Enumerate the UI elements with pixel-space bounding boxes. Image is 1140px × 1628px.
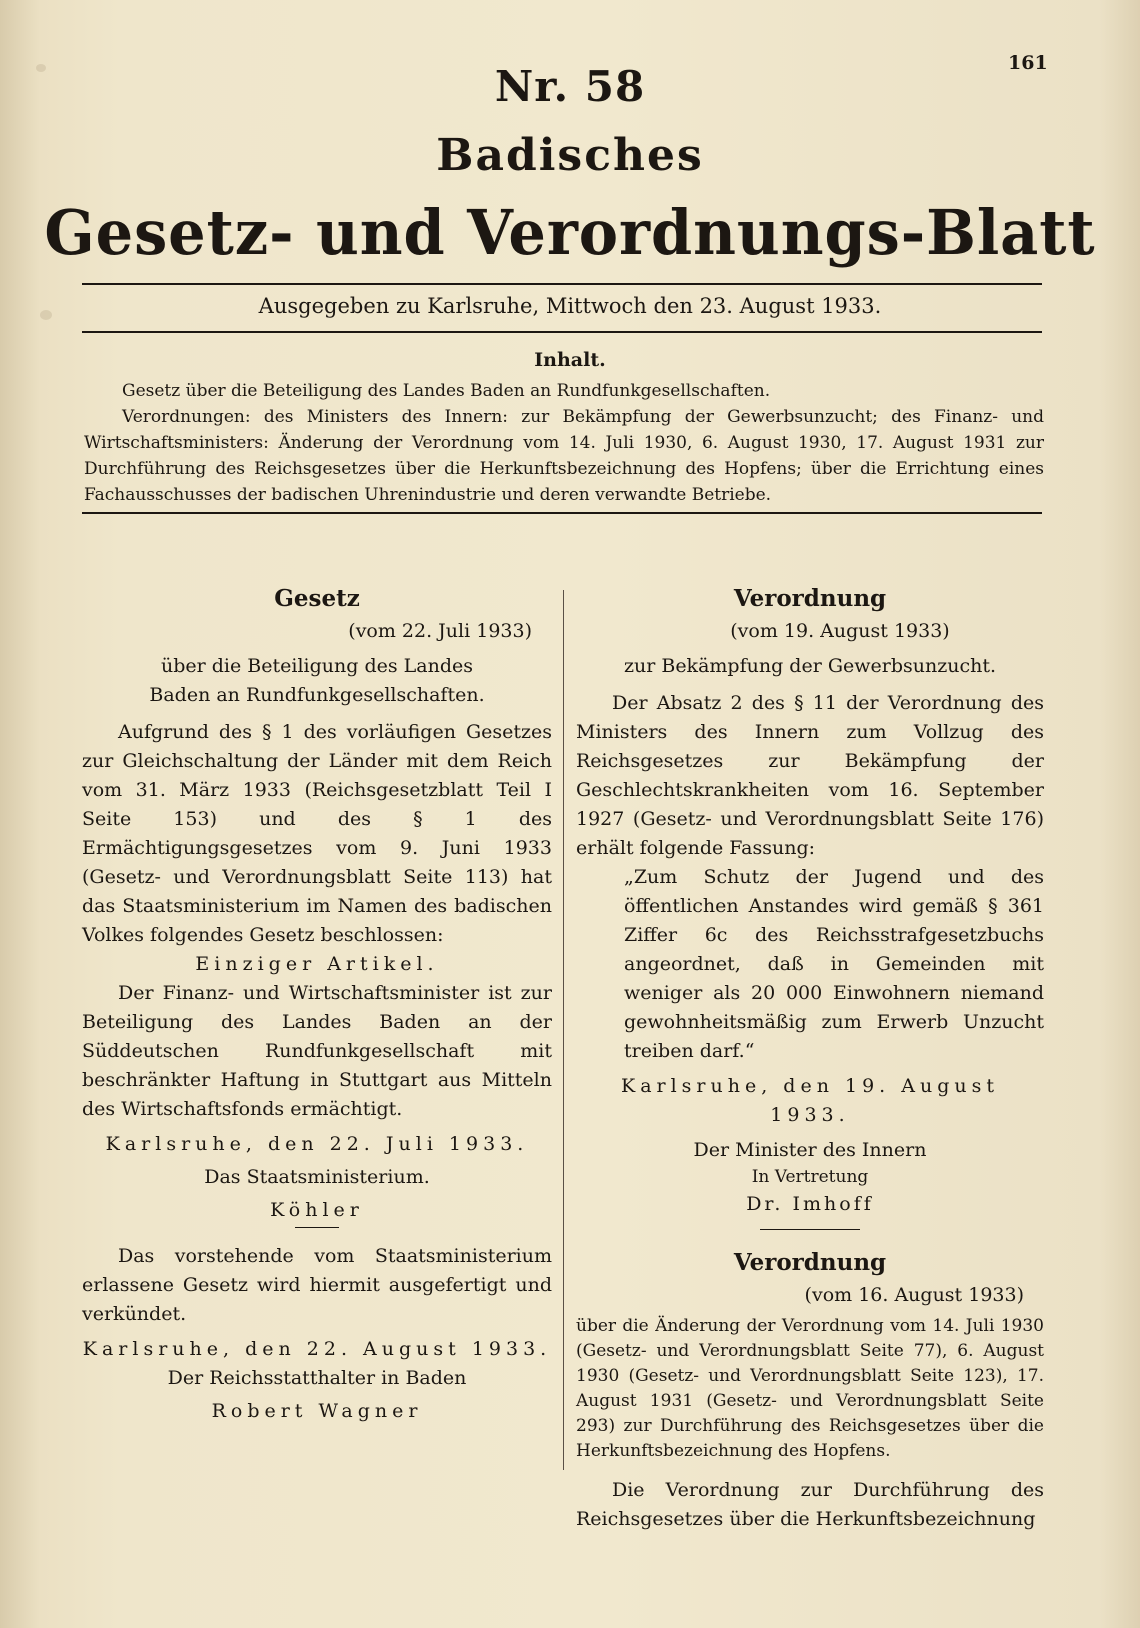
right-column: [576, 584, 1044, 1534]
page-number: 161: [1008, 52, 1048, 74]
contents-entry-ordinances: Verordnungen: des Ministers des Innern: zur Bekämpfung der Gewerbsunzucht; des Finanz- und Wirtschaftsministers: Änderung der Verordnung vom 14. Juli 1930, 6. August 1930, 17. August 1931 zur Durchführung des Reichsgesetzes über die Herkunftsbezeichnung des Hopfens; über die Errichtung eines Fachausschusses der badischen Uhrenindustrie und deren verwandte Betriebe.: [84, 407, 1044, 505]
ordinance-deputy: In Vertretung: [751, 1167, 869, 1187]
ordinance-quote: „Zum Schutz der Jugend und des öffentlichen Anstandes wird gemäß § 361 Ziffer 6c des Reichsstrafgesetzbuchs angeordnet, daß in Gemeinden mit weniger als 20 000 Einwohnern niemand gewohnheitsmäßig zum Erwerb Unzucht treiben darf.“: [624, 866, 1044, 1062]
masthead-line-1: Badisches: [436, 130, 704, 181]
ordinance-text: Der Absatz 2 des § 11 der Verordnung des Ministers des Innern zum Vollzug des Reichsgesetzes zur Bekämpfung der Geschlechtskrankheiten vom 16. September 1927 (Gesetz- und Verordnungsblatt Seite 176) erhält folgende Fassung:: [576, 692, 1044, 859]
ordinance-subject: zur Bekämpfung der Gewerbsunzucht.: [623, 655, 997, 677]
issue-date-line: Ausgegeben zu Karlsruhe, Mittwoch den 23. August 1933.: [258, 294, 882, 318]
law-article-text: Der Finanz- und Wirtschaftsminister ist zur Beteiligung des Landes Baden an der Süddeutschen Rundfunkgesellschaft mit beschränkter Haftung in Stuttgart aus Mitteln des Wirtschaftsfonds ermächtigt.: [82, 982, 552, 1120]
contents-rule: [82, 512, 1042, 514]
contents: [84, 378, 1044, 508]
masthead-line-2: Gesetz- und Verordnungs-Blatt: [44, 196, 1096, 269]
ordinance-date: (vom 19. August 1933): [730, 620, 950, 642]
law-place-date: Karlsruhe, den 22. Juli 1933.: [105, 1133, 529, 1155]
law-subject: über die Beteiligung des Landes Baden an Rundfunkgesellschaften.: [149, 655, 485, 706]
left-column: [82, 584, 552, 1426]
issue-number: Nr. 58: [494, 62, 646, 111]
top-rule: [82, 283, 1042, 285]
ordinance2-subject: über die Änderung der Verordnung vom 14. Juli 1930 (Gesetz- und Verordnungsblatt Seite 77), 6. August 1930 (Gesetz- und Verordnungsblatt Seite 123), 17. August 1931 (Gesetz- und Verordnungsblatt Seite 293) zur Durchführung des Reichsgesetzes über die Herkunftsbezeichnung des Hopfens.: [576, 1316, 1044, 1461]
column-divider: [563, 590, 564, 1470]
issue-rule: [82, 331, 1042, 333]
law-issuing-body: Das Staatsministerium.: [204, 1166, 430, 1188]
law-heading: Gesetz: [274, 585, 360, 612]
law-promulgation: Das vorstehende vom Staatsministerium erlassene Gesetz wird hiermit ausgefertigt und verkündet.: [82, 1245, 552, 1325]
signature-rule: [295, 1227, 339, 1228]
promulgation-office: Der Reichsstatthalter in Baden: [167, 1367, 467, 1389]
promulgation-place-date: Karlsruhe, den 22. August 1933.: [82, 1338, 552, 1360]
law-preamble: Aufgrund des § 1 des vorläufigen Gesetzes zur Gleichschaltung der Länder mit dem Reich vom 31. März 1933 (Reichsgesetzblatt Teil I Seite 153) und des § 1 des Ermächtigungsgesetzes vom 9. Juni 1933 (Gesetz- und Verordnungsblatt Seite 113) hat das Staatsministerium im Namen des badischen Volkes folgendes Gesetz beschlossen:: [82, 721, 552, 946]
ordinance2-date: (vom 16. August 1933): [804, 1284, 1024, 1306]
section-rule: [760, 1229, 860, 1230]
ordinance-office: Der Minister des Innern: [693, 1139, 927, 1161]
contents-heading: Inhalt.: [534, 349, 606, 371]
law-signatory: Köhler: [270, 1199, 364, 1221]
ordinance2-text: Die Verordnung zur Durchführung des Reichsgesetzes über die Herkunftsbezeichnung: [576, 1479, 1044, 1530]
ordinance-heading: Verordnung: [733, 585, 887, 612]
ordinance-signatory: Dr. Imhoff: [746, 1193, 874, 1215]
law-article-heading: Einziger Artikel.: [195, 953, 439, 975]
law-date: (vom 22. Juli 1933): [348, 620, 532, 642]
contents-entry-law: Gesetz über die Beteiligung des Landes Baden an Rundfunkgesellschaften.: [122, 381, 771, 401]
ordinance2-heading: Verordnung: [733, 1249, 887, 1276]
ordinance-place-date: Karlsruhe, den 19. August 1933.: [621, 1075, 999, 1126]
promulgation-signatory: Robert Wagner: [211, 1400, 423, 1422]
